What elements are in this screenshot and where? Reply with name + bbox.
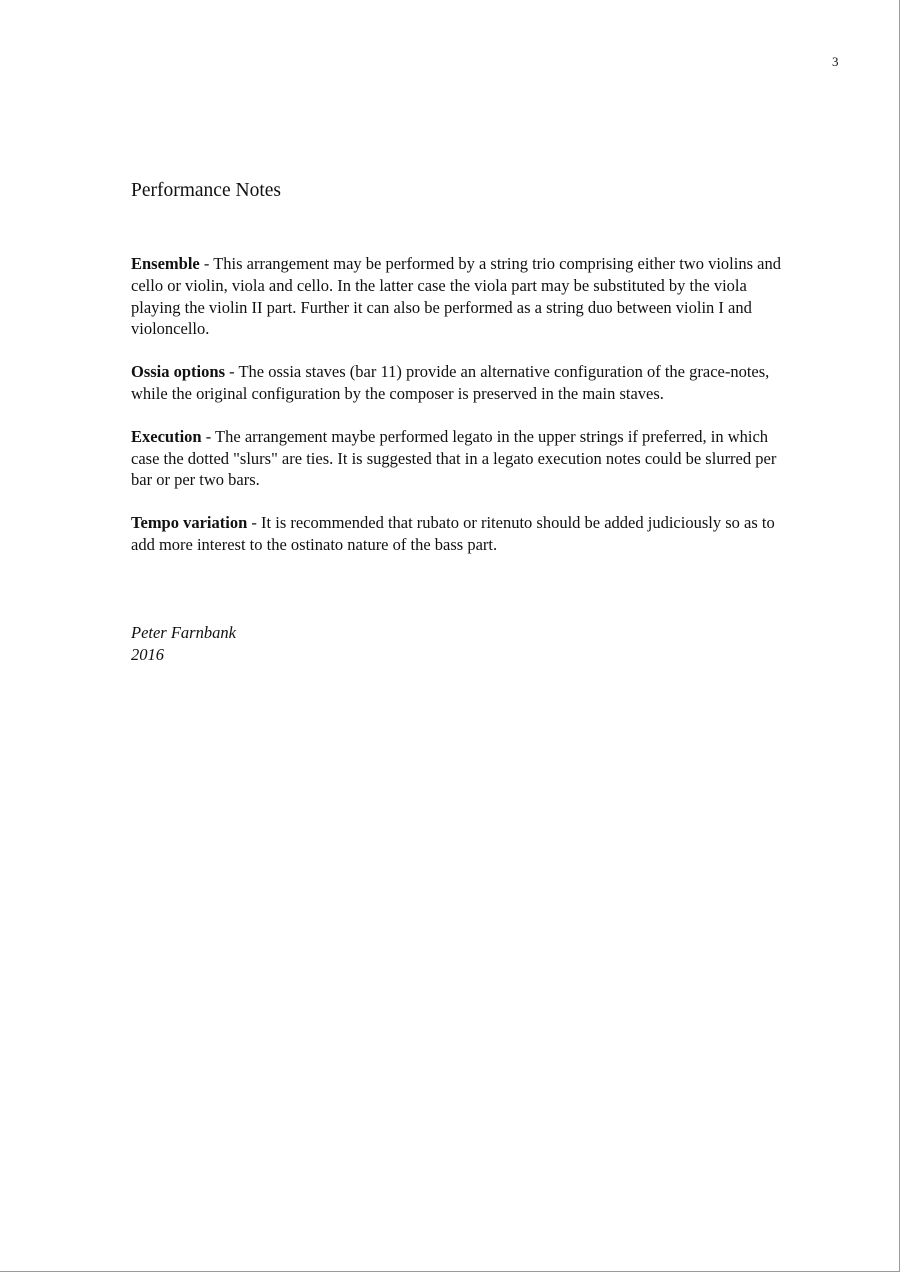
note-term: Tempo variation [131,513,248,533]
note-text: - This arrangement may be performed by a string trio comprising either two violins and cello or violin, viola and cello. In the latter case the viola part may be substituted by the viola playing the violin II part. Further it can also be performed as a string duo between violin I and violoncello. [131,254,781,339]
note-execution [131,426,781,491]
note-tempo-variation [131,512,781,556]
note-term: Ossia options [131,362,225,382]
page-title: Performance Notes [131,180,281,201]
page-number: 3 [832,54,839,69]
note-text: - The arrangement maybe performed legato in the upper strings if preferred, in which case the dotted "slurs" are ties. It is suggested that in a legato execution notes could be slurred per bar or per two bars. [131,426,777,490]
note-ensemble [131,253,781,340]
performance-notes [131,253,781,577]
signature-author: Peter Farnbank [131,623,236,642]
note-ossia-options [131,361,781,405]
signature [131,622,236,666]
signature-year: 2016 [131,645,164,664]
note-term: Ensemble [131,254,200,273]
note-term: Execution [131,426,202,446]
note-text: - It is recommended that rubato or ritenuto should be added judiciously so as to add more interest to the ostinato nature of the bass part. [131,513,775,554]
note-text: - The ossia staves (bar 11) provide an alternative configuration of the grace-notes, while the original configuration by the composer is preserved in the main staves. [131,362,770,403]
